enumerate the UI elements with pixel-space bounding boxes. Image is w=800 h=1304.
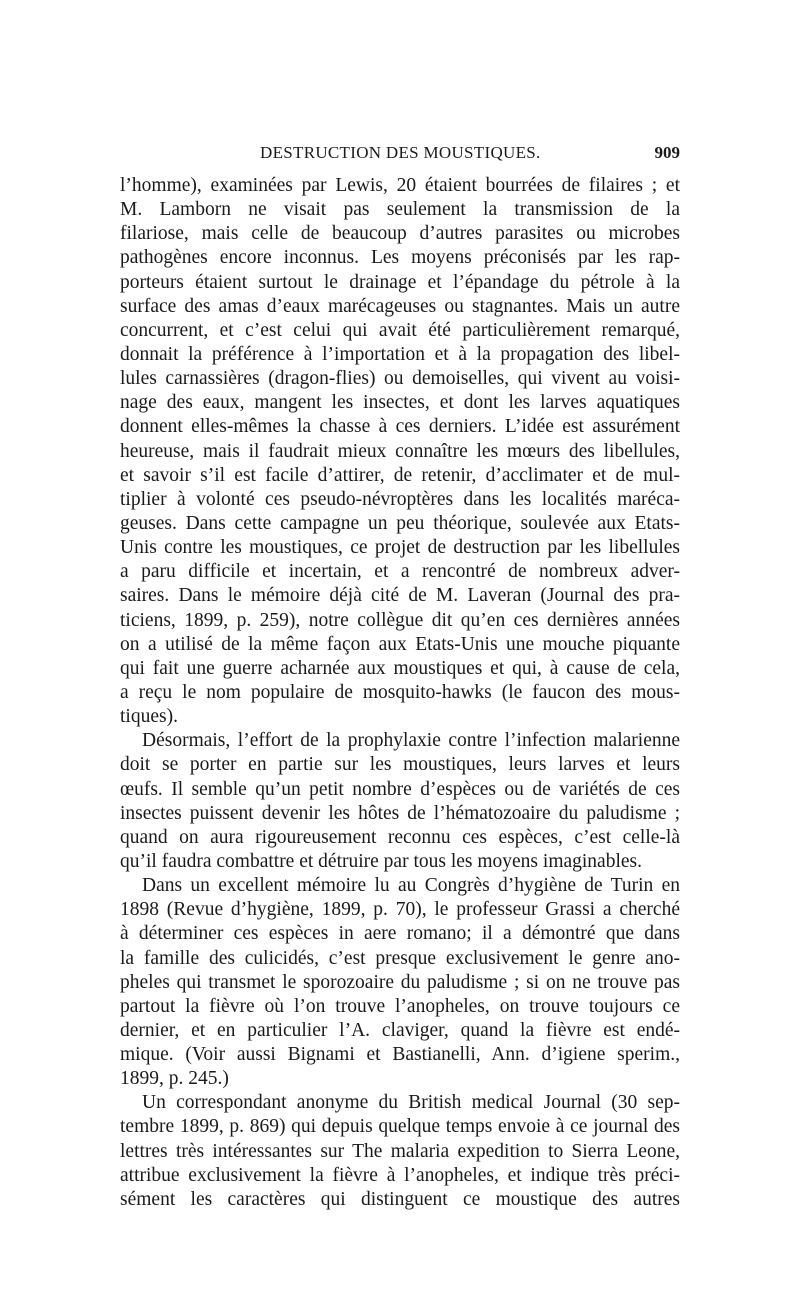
text-line: sément les caractères qui distinguent ce moustique des autres (120, 1188, 680, 1210)
text-line: Unis contre les moustiques, ce projet de destruction par les libellules (120, 537, 680, 559)
text-line: à déterminer ces espèces in aere romano; il a démontré que dans (120, 923, 680, 945)
page-header (120, 143, 680, 171)
text-line: quand on aura rigoureusement reconnu ces espèces, c’est celle-là (120, 826, 680, 848)
text-line: M. Lamborn ne visait pas seulement la transmission de la (120, 199, 680, 221)
text-line: lettres très intéressantes sur The malaria expedition to Sierra Leone, (120, 1140, 680, 1162)
text-line: Dans un excellent mémoire lu au Congrès d’hygiène de Turin en (142, 875, 680, 897)
text-line: a paru difficile et incertain, et a rencontré de nombreux adver- (120, 561, 680, 583)
text-line: qui fait une guerre acharnée aux moustiques et qui, à cause de cela, (120, 657, 680, 679)
text-line: 1898 (Revue d’hygiène, 1899, p. 70), le professeur Grassi a cherché (120, 899, 680, 921)
text-line: surface des amas d’eaux marécageuses ou stagnantes. Mais un autre (120, 295, 680, 317)
text-line: la famille des culicidés, c’est presque exclusivement le genre ano- (120, 947, 680, 969)
text-line: Désormais, l’effort de la prophylaxie contre l’infection malarienne (142, 730, 680, 752)
text-line: attribue exclusivement la fièvre à l’anopheles, et indique très préci- (120, 1164, 680, 1186)
running-head: DESTRUCTION DES MOUSTIQUES. (260, 143, 541, 162)
text-line: Un correspondant anonyme du British medical Journal (30 sep- (142, 1092, 680, 1114)
text-line: pheles qui transmet le sporozoaire du paludisme ; si on ne trouve pas (120, 971, 680, 993)
text-line: l’homme), examinées par Lewis, 20 étaient bourrées de filaires ; et (120, 175, 680, 196)
text-line: 1899, p. 245.) (120, 1068, 229, 1090)
text-line: geuses. Dans cette campagne un peu théorique, soulevée aux Etats- (120, 512, 680, 534)
text-line: œufs. Il semble qu’un petit nombre d’espèces ou de variétés de ces (120, 778, 680, 800)
text-line: mique. (Voir aussi Bignami et Bastianelli, Ann. d’igiene sperim., (120, 1044, 680, 1066)
text-line: et savoir s’il est facile d’attirer, de retenir, d’acclimater et de mul- (120, 464, 680, 486)
text-line: donnent elles-mêmes la chasse à ces derniers. L’idée est assurément (120, 416, 680, 438)
text-line: qu’il faudra combattre et détruire par tous les moyens imaginables. (120, 850, 642, 872)
page-number: 909 (654, 143, 680, 162)
text-line: concurrent, et c’est celui qui avait été particulièrement remarqué, (120, 319, 680, 341)
text-line: filariose, mais celle de beaucoup d’autres parasites ou microbes (120, 223, 680, 245)
text-line: on a utilisé de la même façon aux Etats-Unis une mouche piquante (120, 633, 680, 655)
text-line: heureuse, mais il faudrait mieux connaître les mœurs des libellules, (120, 440, 680, 462)
text-line: tiques). (120, 706, 178, 728)
body-text (120, 174, 680, 1212)
text-line: insectes puissent devenir les hôtes de l’hématozoaire du paludisme ; (120, 802, 680, 824)
text-line: nage des eaux, mangent les insectes, et dont les larves aquatiques (120, 392, 680, 414)
text-line: porteurs étaient surtout le drainage et l’épandage du pétrole à la (120, 271, 680, 293)
text-line: dernier, et en particulier l’A. claviger, quand la fièvre est endé- (120, 1019, 680, 1041)
text-line: tiplier à volonté ces pseudo-névroptères dans les localités maréca- (120, 488, 680, 510)
text-line: a reçu le nom populaire de mosquito-hawks (le faucon des mous- (120, 681, 680, 703)
text-line: ticiens, 1899, p. 259), notre collègue dit qu’en ces dernières années (120, 609, 680, 631)
text-line: saires. Dans le mémoire déjà cité de M. Laveran (Journal des pra- (120, 585, 680, 607)
text-line: tembre 1899, p. 869) qui depuis quelque temps envoie à ce journal des (120, 1116, 680, 1138)
text-line: partout la fièvre où l’on trouve l’anopheles, on trouve toujours ce (120, 995, 680, 1017)
text-line: lules carnassières (dragon-flies) ou demoiselles, qui vivent au voisi- (120, 368, 680, 390)
text-line: doit se porter en partie sur les moustiques, leurs larves et leurs (120, 754, 680, 776)
text-line: donnait la préférence à l’importation et à la propagation des libel- (120, 343, 680, 365)
text-line: pathogènes encore inconnus. Les moyens préconisés par les rap- (120, 247, 680, 269)
